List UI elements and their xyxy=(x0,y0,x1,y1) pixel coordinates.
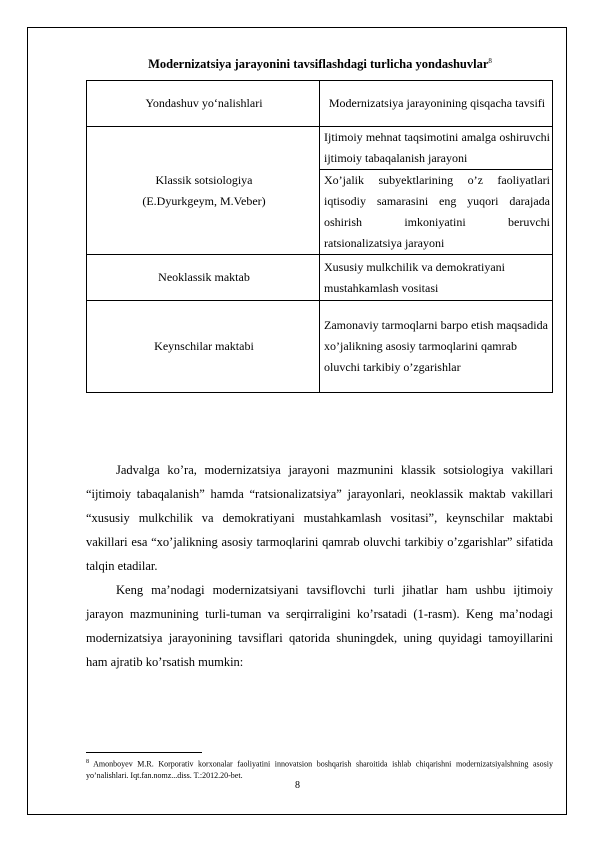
approach-classic-authors: (E.Dyurkgeym, M.Veber) xyxy=(142,193,266,208)
approach-keynesian: Keynschilar maktabi xyxy=(87,301,320,393)
footnote-number: 8 xyxy=(86,759,89,765)
approach-classic xyxy=(87,127,320,255)
table-row xyxy=(87,127,553,170)
page-number: 8 xyxy=(295,780,300,791)
approach-classic-name: Klassik sotsiologiya xyxy=(155,172,253,187)
footnote-separator xyxy=(86,752,202,753)
desc-keynesian: Zamonaviy tarmoqlarni barpo etish maqsadida xo’jalikning asosiy tarmoqlarini qamrab oluvchi tarkibiy o’zgarishlar xyxy=(320,301,553,393)
table-header-row xyxy=(87,81,553,127)
desc-classic-2: Xo’jalik subyektlarining o’z faoliyatlari iqtisodiy samarasini eng yuqori darajada oshirish imkoniyatini beruvchi ratsionalizatsiya jarayoni xyxy=(320,170,553,255)
table-row xyxy=(87,301,553,393)
body-text xyxy=(86,458,553,674)
approach-neoclassic: Neoklassik maktab xyxy=(87,255,320,301)
paragraph-1: Jadvalga ko’ra, modernizatsiya jarayoni mazmunini klassik sotsiologiya vakillari “ijtimoiy tabaqalanish” hamda “ratsionalizatsiya” jarayonlari, neoklassik maktab vakillari “xususiy mulkchilik va demokratiyani mustahkamlash vositasi”, keynschilar maktabi vakillari esa “xo’jalikning asosiy tarmoqlarini qamrab oluvchi tarkibiy o’zgarishlar” sifatida talqin etadilar. xyxy=(86,463,553,573)
table-row xyxy=(87,255,553,301)
footnote xyxy=(86,757,553,781)
table-title: Modernizatsiya jarayonini tavsiflashdagi turlicha yondashuvlar$^8$ xyxy=(148,57,492,72)
desc-neoclassic: Xususiy mulkchilik va demokratiyani mustahkamlash vositasi xyxy=(320,255,553,301)
footnote-ref: 8 xyxy=(488,57,492,65)
header-approach: Yondashuv yo‘nalishlari xyxy=(87,81,320,127)
footnote-text: Amonboyev M.R. Korporativ korxonalar faoliyatini innovatsion boshqarish sharoitida ishlab chiqarishni modernizatsiyalshning asosiy yo’nalishlari. Iqt.fan.nomz...diss. T.:2012.20-bet. xyxy=(86,759,553,780)
desc-classic-1: Ijtimoiy mehnat taqsimotini amalga oshiruvchi ijtimoiy tabaqalanish jarayoni xyxy=(320,127,553,170)
approaches-table xyxy=(86,80,553,393)
header-description: Modernizatsiya jarayonining qisqacha tavsifi xyxy=(320,81,553,127)
paragraph-2: Keng ma’nodagi modernizatsiyani tavsiflovchi turli jihatlar ham ushbu ijtimoiy jarayon mazmunining turli-tuman va serqirraligini ko’rsatadi (1-rasm). Keng ma’nodagi modernizatsiya jarayonining tavsiflari qatorida shuningdek, uning quyidagi tamoyillarini ham ajratib ko’rsatish mumkin: xyxy=(86,583,553,669)
